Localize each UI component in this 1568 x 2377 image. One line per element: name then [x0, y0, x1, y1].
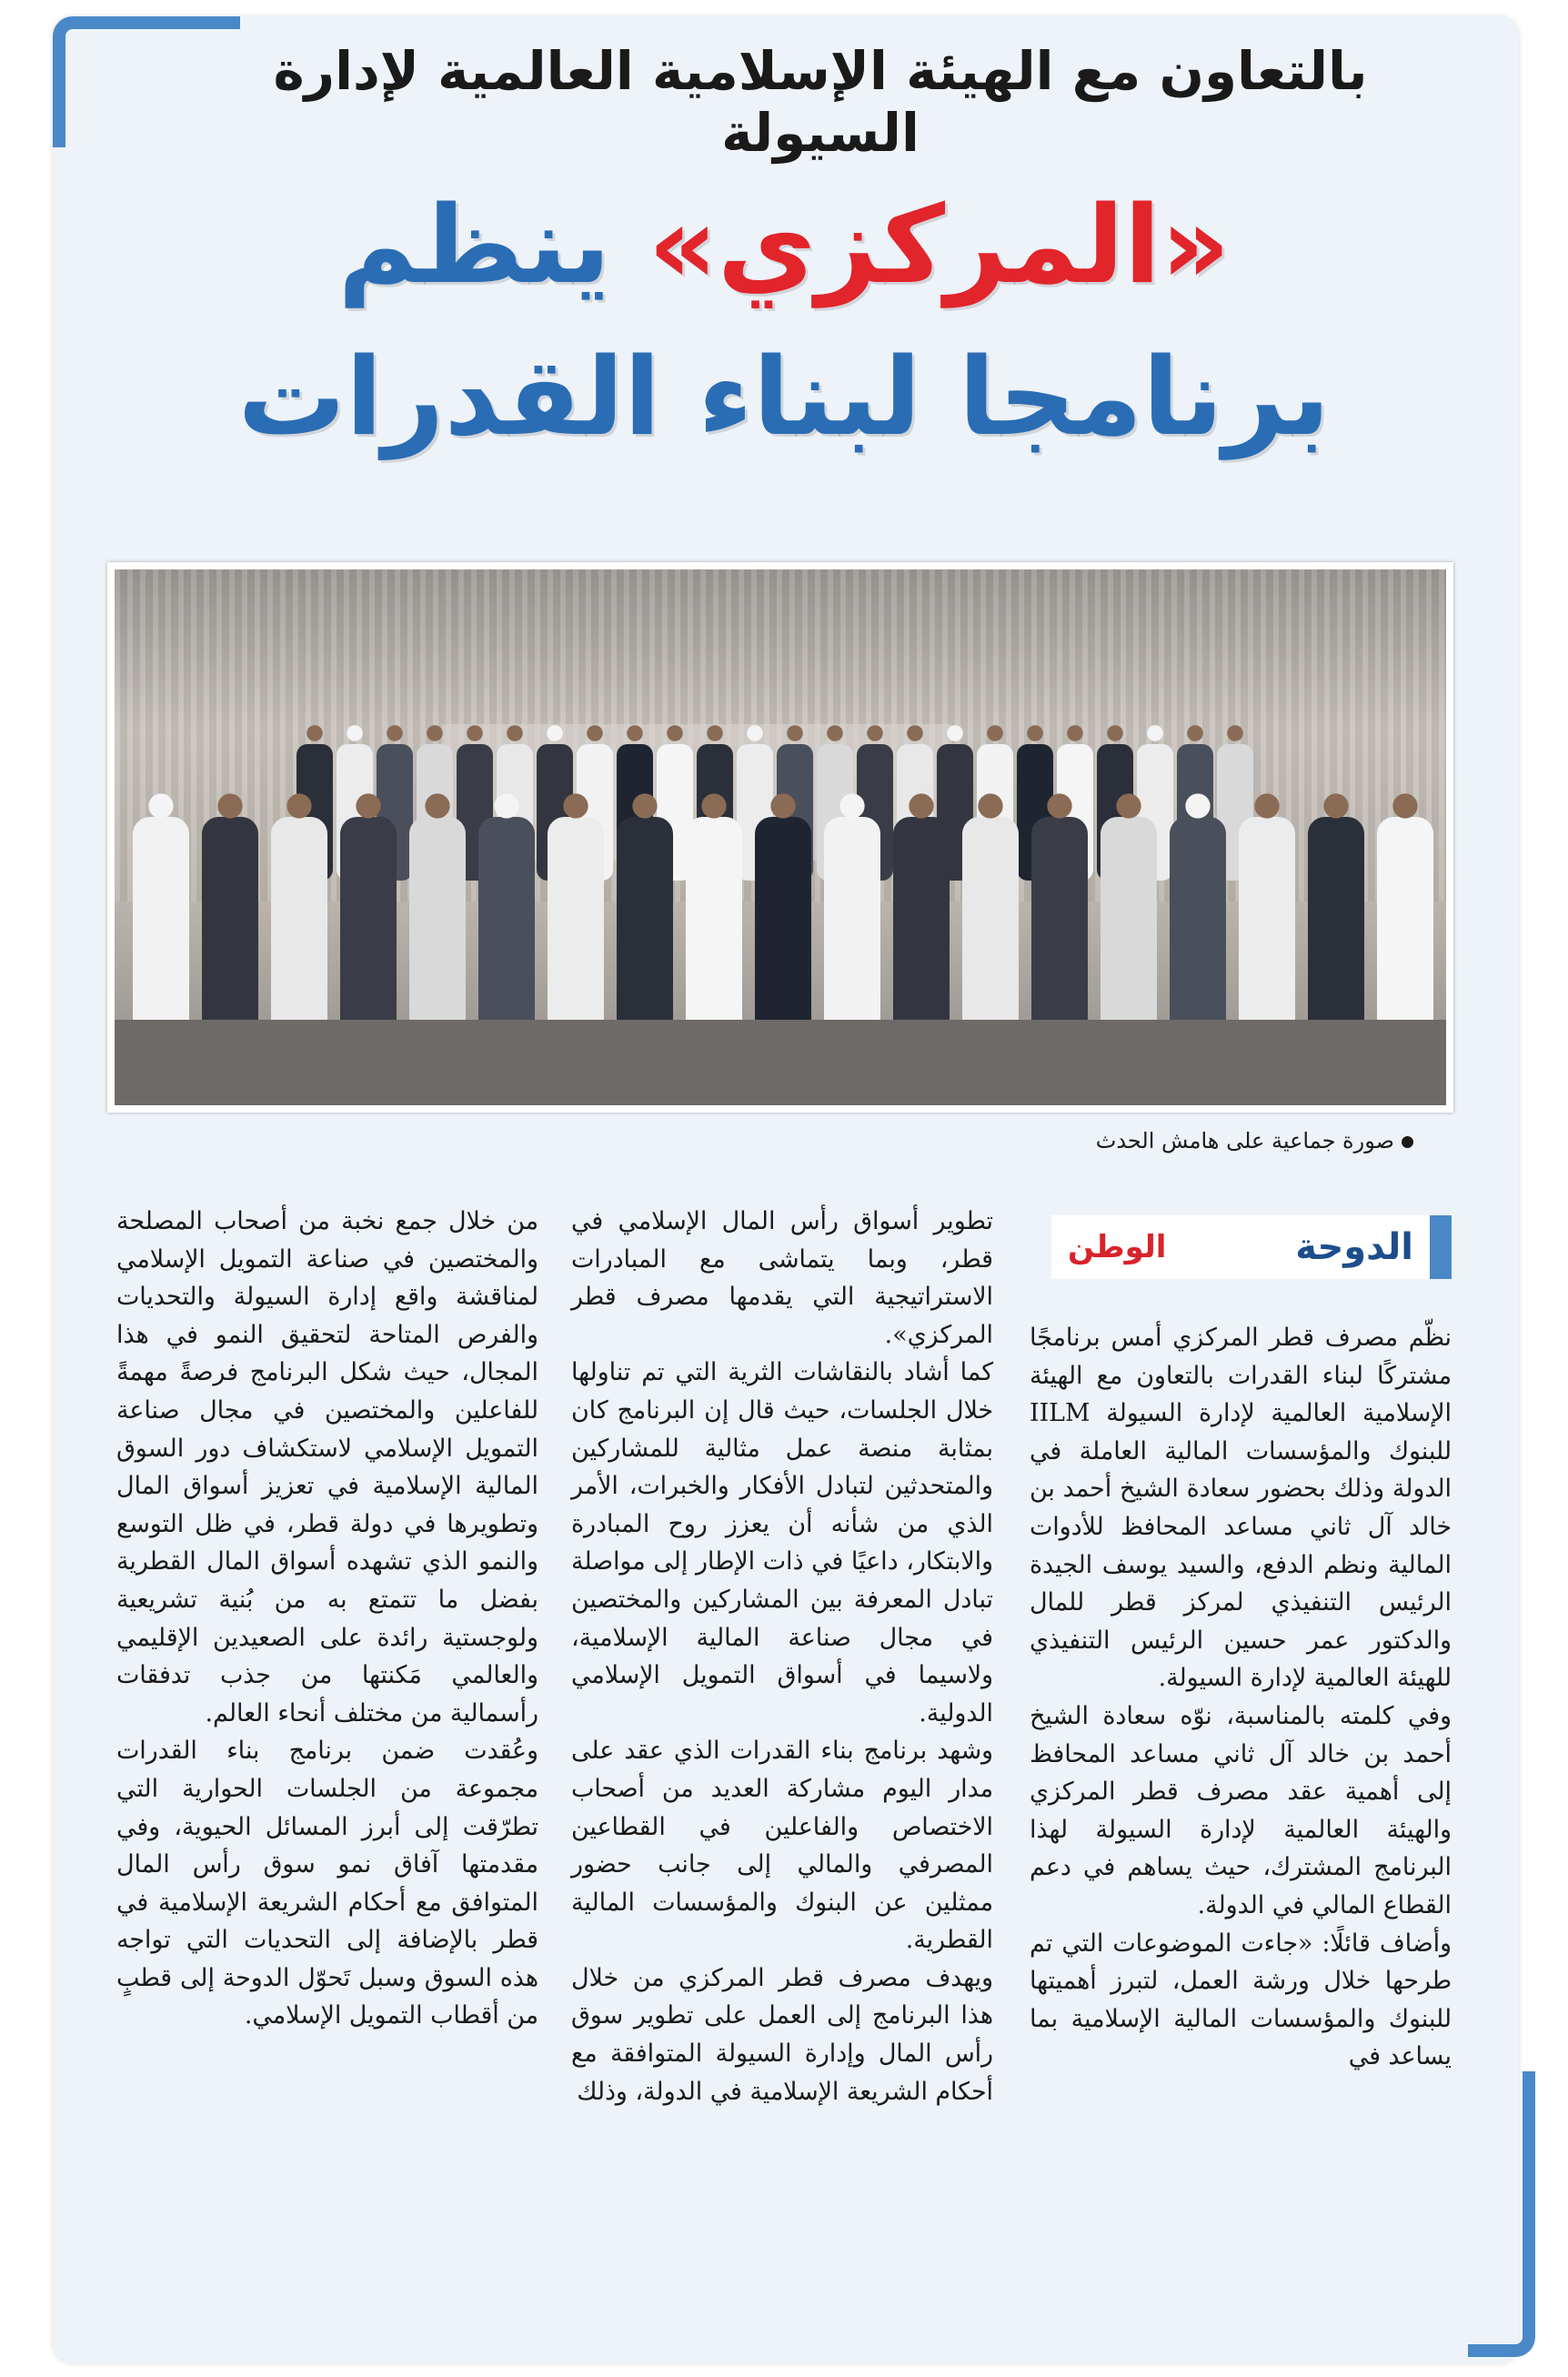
kicker: بالتعاون مع الهيئة الإسلامية العالمية لإدارة السيولة	[273, 40, 1368, 164]
photo-person	[133, 793, 189, 1044]
headline-line-2: برنامجا لبناء القدرات	[237, 334, 1331, 460]
corner-frame-top-left	[53, 16, 240, 147]
article-column-3: من خلال جمع نخبة من أصحاب المصلحة والمختصين في صناعة التمويل الإسلامي لمناقشة واقع إدارة السيولة والتحديات والفرص المتاحة لتحقيق النمو في هذا المجال، حيث شكل البرنامج فرصةً مهمةً للفاعلين والمختصين في مجال صناعة التمويل الإسلامي لاستكشاف دور السوق المالية الإسلامية في تعزيز أسواق المال وتطويرها في دولة قطر، في ظل التوسع والنمو الذي تشهده أسواق المال القطرية بفضل ما تتمتع به من بُنية تشريعية ولوجستية رائدة على الصعيدين الإقليمي والعالمي مَكنتها من جذب تدفقات رأسمالية من مختلف أنحاء العالم. وعُقدت ضمن برنامج بناء القدرات مجموعة من الجلسات الحوارية التي تطرّقت إلى أبرز المسائل الحيوية، وفي مقدمتها آفاق نمو سوق رأس المال المتوافق مع أحكام الشريعة الإسلامية في قطر بالإضافة إلى التحديات التي تواجه هذه السوق وسبل تَحوّل الدوحة إلى قطبٍ من أقطاب التمويل الإسلامي.	[116, 1207, 538, 2030]
headline-line-1	[136, 182, 1432, 308]
photo-person	[1101, 793, 1157, 1044]
photo-person	[1308, 793, 1364, 1044]
newspaper-logo: الوطن	[1068, 1229, 1167, 1265]
photo-image	[115, 569, 1446, 1105]
photo-floor	[115, 1020, 1446, 1105]
dateline-box	[1051, 1215, 1452, 1279]
article-column-2: تطوير أسواق رأس المال الإسلامي في قطر، وبما يتماشى مع المبادرات الاستراتيجية التي يقدمها مصرف قطر المركزي». كما أشاد بالنقاشات الثرية التي تم تناولها خلال الجلسات، حيث قال إن البرنامج كان بمثابة منصة عمل مثالية للمشاركين والمتحدثين لتبادل الأفكار والخبرات، الأمر الذي من شأنه أن يعزز روح المبادرة والابتكار، داعيًا في ذات الإطار إلى مواصلة تبادل المعرفة بين المشاركين والمختصين في مجال صناعة المالية الإسلامية، ولاسيما في أسواق التمويل الإسلامي الدولية. وشهد برنامج بناء القدرات الذي عقد على مدار اليوم مشاركة العديد من أصحاب الاختصاص والفاعلين في القطاعين المصرفي والمالي إلى جانب حضور ممثلين عن البنوك والمؤسسات المالية القطرية. ويهدف مصرف قطر المركزي من خلال هذا البرنامج إلى العمل على تطوير سوق رأس المال وإدارة السيولة المتوافقة مع أحكام الشريعة الإسلامية في الدولة، وذلك	[571, 1207, 993, 2106]
photo-person	[409, 793, 466, 1044]
corner-frame-bottom-right	[1468, 2071, 1535, 2357]
photo-person	[548, 793, 604, 1044]
photo-person	[1377, 793, 1433, 1044]
photo-person	[478, 793, 535, 1044]
photo-person	[1239, 793, 1295, 1044]
caption-text: صورة جماعية على هامش الحدث	[1095, 1128, 1394, 1153]
headline-verb: ينظم	[337, 182, 648, 307]
photo-person	[755, 793, 811, 1044]
photo-person	[824, 793, 880, 1044]
photo-person	[202, 793, 258, 1044]
dateline-city: الدوحة	[1295, 1226, 1413, 1268]
photo-person	[1170, 793, 1226, 1044]
photo-person	[617, 793, 673, 1044]
photo-person	[893, 793, 950, 1044]
bullet-icon	[1402, 1136, 1413, 1148]
photo-person	[340, 793, 397, 1044]
headline	[136, 182, 1432, 460]
photo-person	[686, 793, 742, 1044]
photo-person	[271, 793, 327, 1044]
group-photo	[107, 562, 1453, 1113]
photo-caption	[1096, 1128, 1413, 1153]
photo-person	[1031, 793, 1088, 1044]
article-column-1: نظّم مصرف قطر المركزي أمس برنامجًا مشتركًا لبناء القدرات بالتعاون مع الهيئة الإسلامية العالمية لإدارة السيولة IILM للبنوك والمؤسسات المالية العاملة في الدولة وذلك بحضور سعادة الشيخ أحمد بن خالد آل ثاني مساعد المحافظ للأدوات المالية ونظم الدفع، والسيد يوسف الجيدة الرئيس التنفيذي لمركز قطر للمال والدكتور عمر حسين الرئيس التنفيذي للهيئة العالمية لإدارة السيولة. وفي كلمته بالمناسبة، نوّه سعادة الشيخ أحمد بن خالد آل ثاني مساعد المحافظ إلى أهمية عقد مصرف قطر المركزي والهيئة العالمية لإدارة السيولة لهذا البرنامج المشترك، حيث يساهم في دعم القطاع المالي في الدولة. وأضاف قائلًا: «جاءت الموضوعات التي تم طرحها خلال ورشة العمل، لتبرز أهميتها للبنوك والمؤسسات المالية الإسلامية بما يساعد في	[1030, 1324, 1452, 2071]
photo-person	[962, 793, 1019, 1044]
headline-highlight: «المركزي»	[648, 182, 1231, 307]
